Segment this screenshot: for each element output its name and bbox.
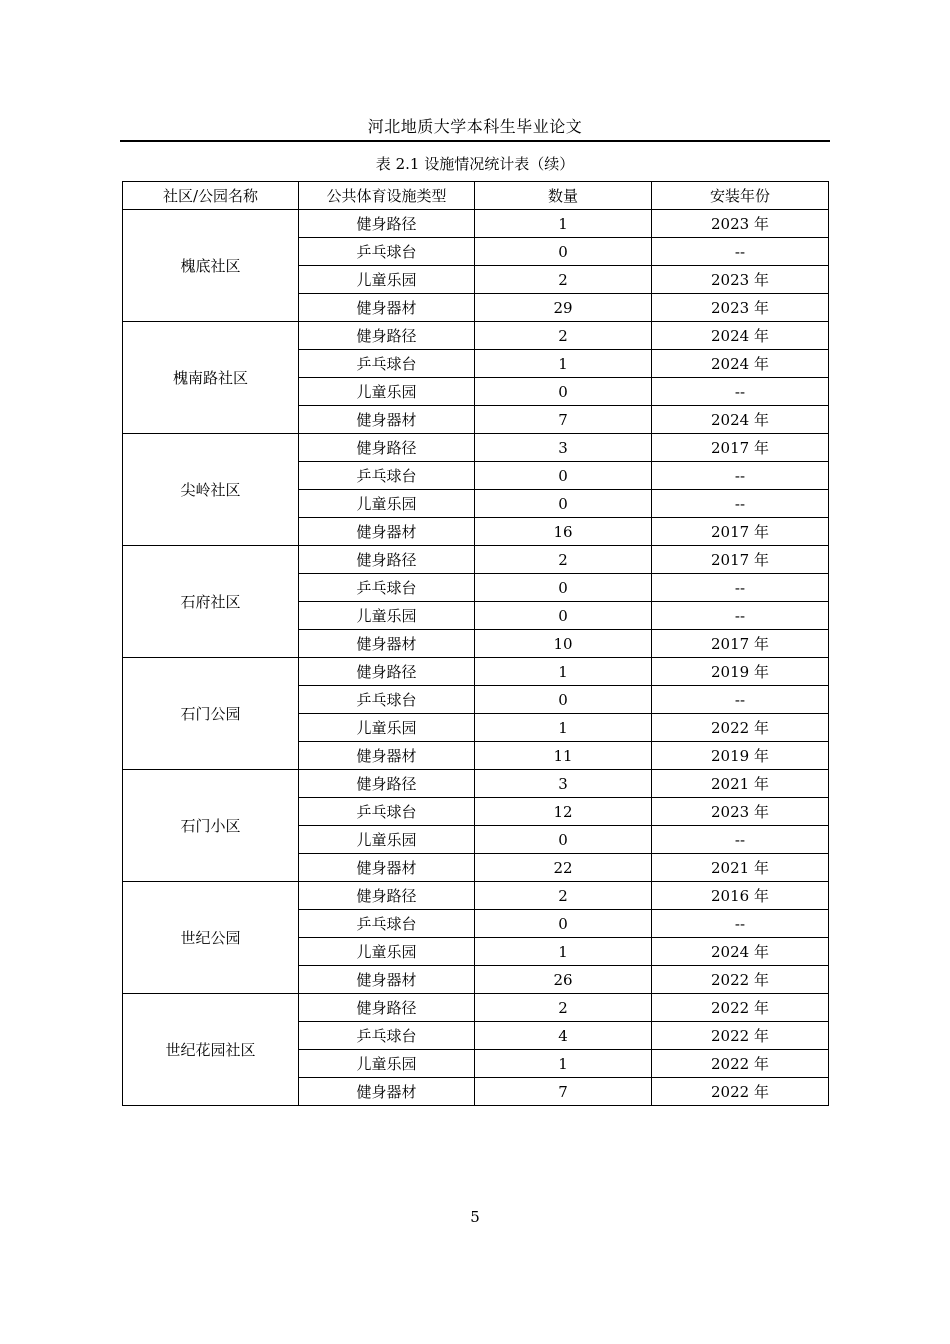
count-cell: 1 xyxy=(475,1050,652,1078)
table-row xyxy=(123,882,829,910)
count-cell: 16 xyxy=(475,518,652,546)
table-header-row xyxy=(123,182,829,210)
install-year-cell: 2017 年 xyxy=(652,434,829,462)
page-header-title: 河北地质大学本科生毕业论文 xyxy=(367,117,583,136)
count-cell: 12 xyxy=(475,798,652,826)
install-year-cell: 2019 年 xyxy=(652,742,829,770)
table-caption: 表 2.1 设施情况统计表（续） xyxy=(375,155,575,173)
install-year-cell: -- xyxy=(652,826,829,854)
facility-type-cell: 儿童乐园 xyxy=(299,602,475,630)
header-divider xyxy=(120,140,830,142)
count-cell: 0 xyxy=(475,462,652,490)
facility-type-cell: 乒乓球台 xyxy=(299,1022,475,1050)
count-cell: 3 xyxy=(475,434,652,462)
install-year-cell: 2023 年 xyxy=(652,798,829,826)
facility-type-cell: 儿童乐园 xyxy=(299,826,475,854)
count-cell: 1 xyxy=(475,210,652,238)
count-cell: 0 xyxy=(475,238,652,266)
facility-type-cell: 乒乓球台 xyxy=(299,238,475,266)
column-header-install-year: 安装年份 xyxy=(652,182,829,210)
count-cell: 7 xyxy=(475,1078,652,1106)
count-cell: 26 xyxy=(475,966,652,994)
count-cell: 2 xyxy=(475,546,652,574)
install-year-cell: -- xyxy=(652,462,829,490)
column-header-count: 数量 xyxy=(475,182,652,210)
install-year-cell: -- xyxy=(652,910,829,938)
install-year-cell: 2017 年 xyxy=(652,518,829,546)
site-name-cell: 槐底社区 xyxy=(123,210,299,322)
facility-type-cell: 健身路径 xyxy=(299,770,475,798)
install-year-cell: 2024 年 xyxy=(652,938,829,966)
install-year-cell: 2022 年 xyxy=(652,1022,829,1050)
count-cell: 1 xyxy=(475,938,652,966)
install-year-cell: 2022 年 xyxy=(652,994,829,1022)
site-name-cell: 世纪花园社区 xyxy=(123,994,299,1106)
count-cell: 1 xyxy=(475,658,652,686)
site-name-cell: 石门公园 xyxy=(123,658,299,770)
install-year-cell: 2017 年 xyxy=(652,546,829,574)
table-body xyxy=(123,210,829,1106)
site-name-cell: 世纪公园 xyxy=(123,882,299,994)
facility-type-cell: 健身器材 xyxy=(299,1078,475,1106)
count-cell: 0 xyxy=(475,686,652,714)
install-year-cell: 2017 年 xyxy=(652,630,829,658)
facility-type-cell: 乒乓球台 xyxy=(299,574,475,602)
table-row xyxy=(123,994,829,1022)
install-year-cell: -- xyxy=(652,238,829,266)
facility-stats-table xyxy=(122,181,829,1106)
count-cell: 2 xyxy=(475,322,652,350)
site-name-cell: 槐南路社区 xyxy=(123,322,299,434)
count-cell: 0 xyxy=(475,826,652,854)
facility-type-cell: 健身器材 xyxy=(299,854,475,882)
install-year-cell: 2023 年 xyxy=(652,266,829,294)
table-row xyxy=(123,658,829,686)
facility-type-cell: 健身器材 xyxy=(299,966,475,994)
install-year-cell: -- xyxy=(652,490,829,518)
facility-type-cell: 乒乓球台 xyxy=(299,462,475,490)
count-cell: 2 xyxy=(475,994,652,1022)
facility-type-cell: 健身路径 xyxy=(299,210,475,238)
install-year-cell: 2024 年 xyxy=(652,350,829,378)
count-cell: 4 xyxy=(475,1022,652,1050)
count-cell: 11 xyxy=(475,742,652,770)
table-row xyxy=(123,434,829,462)
install-year-cell: 2019 年 xyxy=(652,658,829,686)
count-cell: 0 xyxy=(475,490,652,518)
install-year-cell: 2022 年 xyxy=(652,1050,829,1078)
facility-type-cell: 乒乓球台 xyxy=(299,350,475,378)
install-year-cell: 2023 年 xyxy=(652,294,829,322)
table-row xyxy=(123,546,829,574)
facility-type-cell: 儿童乐园 xyxy=(299,938,475,966)
install-year-cell: -- xyxy=(652,602,829,630)
table-row xyxy=(123,770,829,798)
column-header-facility-type: 公共体育设施类型 xyxy=(299,182,475,210)
count-cell: 1 xyxy=(475,714,652,742)
facility-type-cell: 健身路径 xyxy=(299,882,475,910)
count-cell: 0 xyxy=(475,910,652,938)
count-cell: 7 xyxy=(475,406,652,434)
facility-type-cell: 健身路径 xyxy=(299,658,475,686)
install-year-cell: 2021 年 xyxy=(652,854,829,882)
facility-type-cell: 乒乓球台 xyxy=(299,686,475,714)
facility-type-cell: 儿童乐园 xyxy=(299,266,475,294)
facility-type-cell: 乒乓球台 xyxy=(299,910,475,938)
install-year-cell: 2024 年 xyxy=(652,406,829,434)
site-name-cell: 石门小区 xyxy=(123,770,299,882)
install-year-cell: -- xyxy=(652,686,829,714)
install-year-cell: 2022 年 xyxy=(652,966,829,994)
site-name-cell: 尖岭社区 xyxy=(123,434,299,546)
facility-type-cell: 乒乓球台 xyxy=(299,798,475,826)
install-year-cell: -- xyxy=(652,574,829,602)
count-cell: 0 xyxy=(475,574,652,602)
facility-type-cell: 健身器材 xyxy=(299,294,475,322)
column-header-site: 社区/公园名称 xyxy=(123,182,299,210)
page-number: 5 xyxy=(470,1208,480,1226)
count-cell: 2 xyxy=(475,882,652,910)
count-cell: 2 xyxy=(475,266,652,294)
facility-type-cell: 儿童乐园 xyxy=(299,378,475,406)
table-row xyxy=(123,210,829,238)
count-cell: 10 xyxy=(475,630,652,658)
facility-type-cell: 健身路径 xyxy=(299,434,475,462)
site-name-cell: 石府社区 xyxy=(123,546,299,658)
install-year-cell: 2022 年 xyxy=(652,1078,829,1106)
count-cell: 22 xyxy=(475,854,652,882)
install-year-cell: 2021 年 xyxy=(652,770,829,798)
count-cell: 0 xyxy=(475,602,652,630)
install-year-cell: 2016 年 xyxy=(652,882,829,910)
install-year-cell: 2024 年 xyxy=(652,322,829,350)
facility-type-cell: 健身路径 xyxy=(299,994,475,1022)
install-year-cell: 2022 年 xyxy=(652,714,829,742)
facility-type-cell: 健身器材 xyxy=(299,630,475,658)
install-year-cell: 2023 年 xyxy=(652,210,829,238)
facility-type-cell: 健身路径 xyxy=(299,322,475,350)
facility-type-cell: 儿童乐园 xyxy=(299,714,475,742)
count-cell: 29 xyxy=(475,294,652,322)
count-cell: 0 xyxy=(475,378,652,406)
facility-type-cell: 儿童乐园 xyxy=(299,490,475,518)
count-cell: 3 xyxy=(475,770,652,798)
install-year-cell: -- xyxy=(652,378,829,406)
facility-type-cell: 健身器材 xyxy=(299,742,475,770)
count-cell: 1 xyxy=(475,350,652,378)
facility-type-cell: 健身器材 xyxy=(299,518,475,546)
facility-type-cell: 健身路径 xyxy=(299,546,475,574)
facility-type-cell: 健身器材 xyxy=(299,406,475,434)
table-row xyxy=(123,322,829,350)
facility-type-cell: 儿童乐园 xyxy=(299,1050,475,1078)
